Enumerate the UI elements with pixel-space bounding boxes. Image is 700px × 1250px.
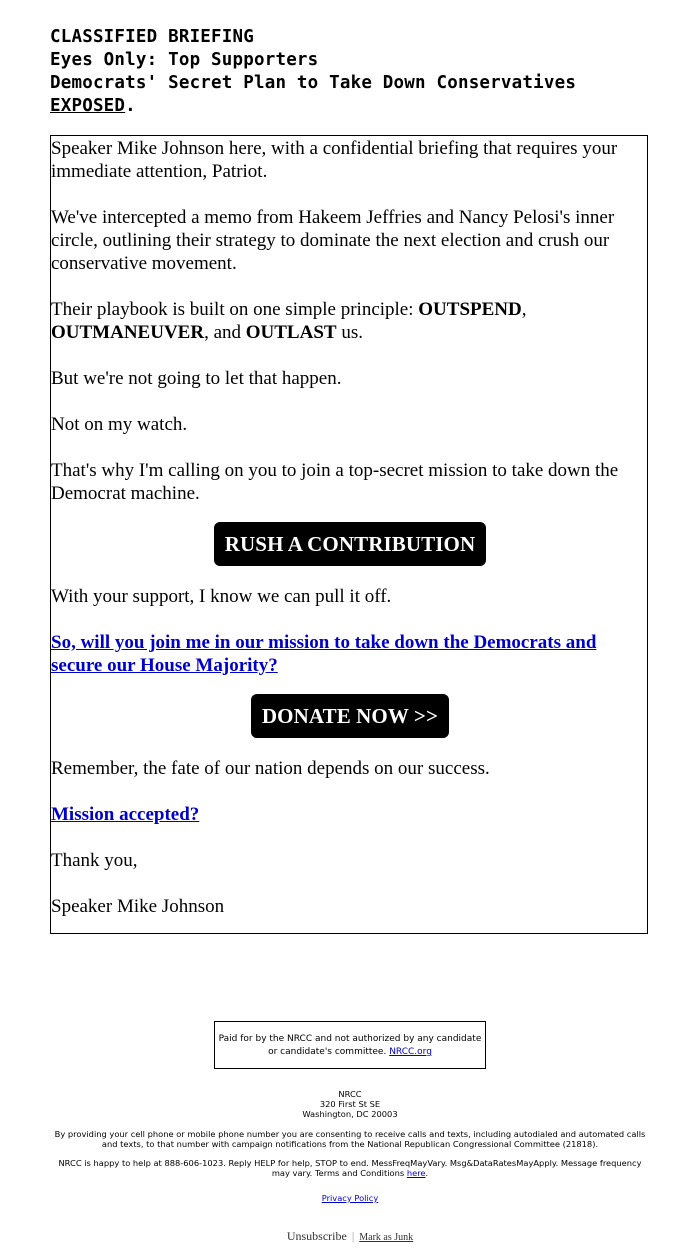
signature: Speaker Mike Johnson — [51, 896, 225, 917]
playbook-outspend: OUTSPEND — [418, 299, 522, 320]
disclaimer-text: Paid for by the NRCC and not authorized by any candidate or candidate's committee. — [218, 1034, 482, 1057]
playbook-sep1: , — [521, 299, 527, 320]
unsubscribe-link[interactable]: Unsubscribe — [286, 1229, 347, 1243]
playbook-end: us. — [336, 322, 363, 343]
unsubscribe-row — [0, 1229, 700, 1244]
nrcc-link[interactable]: NRCC.org — [389, 1047, 432, 1057]
paragraph-watch: Not on my watch. — [51, 414, 188, 435]
header-title: CLASSIFIED BRIEFING — [50, 27, 254, 47]
join-mission-link[interactable]: So, will you join me in our mission to take down the Democrats and secure our House Majority? — [51, 632, 597, 676]
footer-address — [50, 1089, 650, 1119]
footer-help — [50, 1158, 650, 1178]
paragraph-join-link — [51, 631, 649, 677]
paragraph-mission: That's why I'm calling on you to join a top-secret mission to take down the Democrat machine. — [51, 460, 619, 504]
unsubscribe-separator: | — [351, 1229, 355, 1243]
briefing-box — [50, 135, 648, 934]
playbook-text: Their playbook is built on one simple principle: — [51, 299, 419, 320]
donate-now-button[interactable]: DONATE NOW >> — [251, 694, 449, 738]
paragraph-memo: We've intercepted a memo from Hakeem Jeffries and Nancy Pelosi's inner circle, outlining their strategy to dominate the next election and crush our conservative movement. — [51, 207, 615, 274]
contribution-button-row — [51, 522, 649, 566]
header-exposed-line — [50, 95, 670, 118]
header-audience: Eyes Only: Top Supporters — [50, 50, 319, 70]
email-header — [50, 26, 670, 118]
paragraph-accept-link — [51, 803, 649, 826]
privacy-policy-link[interactable]: Privacy Policy — [321, 1193, 379, 1203]
footer-privacy — [50, 1193, 650, 1203]
help-text: NRCC is happy to help at 888-606-1023. Reply HELP for help, STOP to end. MessFreqMayVary. Msg&DataRatesMayApply. Message frequency may vary. Terms and Conditions — [58, 1158, 642, 1178]
mission-accepted-link[interactable]: Mission accepted? — [51, 804, 200, 825]
header-exposed: EXPOSED — [50, 96, 126, 116]
playbook-outlast: OUTLAST — [245, 322, 337, 343]
mark-as-junk-link[interactable]: Mark as Junk — [359, 1232, 414, 1243]
playbook-outmaneuver: OUTMANEUVER — [51, 322, 205, 343]
footer-consent: By providing your cell phone or mobile phone number you are consenting to receive calls and texts, including autodialed and automated calls and texts, to that number with campaign notifications from the National Republican Congressional Committee (21818). — [54, 1129, 646, 1149]
footer-org: NRCC — [338, 1089, 362, 1099]
paragraph-thanks: Thank you, — [51, 850, 138, 871]
playbook-sep2: , and — [204, 322, 246, 343]
paragraph-playbook — [51, 298, 649, 344]
header-period: . — [125, 96, 136, 116]
paragraph-resolve: But we're not going to let that happen. — [51, 368, 342, 389]
terms-here-link[interactable]: here — [406, 1168, 426, 1178]
footer-street: 320 First St SE — [319, 1099, 381, 1109]
help-end: . — [425, 1168, 429, 1178]
rush-contribution-button[interactable]: RUSH A CONTRIBUTION — [214, 522, 486, 566]
footer-city: Washington, DC 20003 — [302, 1109, 398, 1119]
paragraph-intro: Speaker Mike Johnson here, with a confidential briefing that requires your immediate attention, Patriot. — [51, 138, 618, 182]
donate-button-row — [51, 694, 649, 738]
paragraph-support: With your support, I know we can pull it off. — [51, 586, 392, 607]
paid-for-disclaimer — [214, 1021, 486, 1069]
paragraph-fate: Remember, the fate of our nation depends on our success. — [51, 758, 490, 779]
header-headline: Democrats' Secret Plan to Take Down Conservatives — [50, 73, 577, 93]
